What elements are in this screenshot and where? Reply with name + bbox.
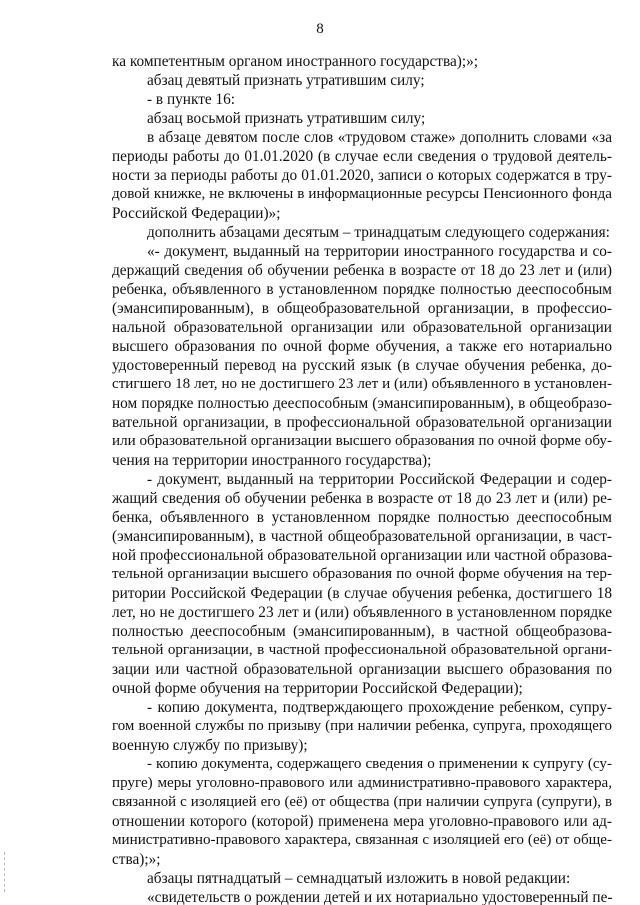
text-line: (эмансипированным), в частной общеобразовательной организации, в част- xyxy=(112,528,612,545)
text-line: чения на территории иностранного государства); xyxy=(112,452,432,469)
text-line: вательной организации, в профессиональной образовательной организации xyxy=(112,414,612,431)
text-line: ребенка, объявленного в установленном порядке полностью дееспособным xyxy=(112,281,612,298)
text-line: стигшего 18 лет, но не достигшего 23 лет и (или) объявленного в установлен- xyxy=(112,376,612,392)
text-line: в абзаце девятом после слов «трудовом стаже» дополнить словами «за xyxy=(147,129,612,146)
text-line: лет, но не достигшего 23 лет и (или) объявленного в установленном порядке xyxy=(112,604,612,621)
text-line: дополнить абзацами десятым – тринадцатым следующего содержания: xyxy=(147,224,610,241)
page-number: 8 xyxy=(316,21,324,37)
text-line: зации или частной образовательной организации высшего образования по xyxy=(112,661,612,678)
text-line: тельной организации, в частной профессиональной образовательной органи- xyxy=(112,642,612,658)
text-line: - копию документа, содержащего сведения о применении к супругу (су- xyxy=(147,756,612,772)
text-line: или образовательной организации высшего образования по очной форме обу- xyxy=(112,433,612,449)
text-line: связанной с изоляцией его (её) от общества (при наличии супруга (супруги), в xyxy=(112,794,612,810)
text-line: ности за периоды работы до 01.01.2020, записи о которых содержатся в тру- xyxy=(112,167,612,184)
text-line: жащий сведения об обучении ребенка в возрасте от 18 до 23 лет и (или) ре- xyxy=(112,490,612,507)
scan-margin-mark xyxy=(4,852,7,892)
text-line: «свидетельств о рождении детей и их нотариально удостоверенный пе- xyxy=(147,889,613,905)
text-line: военную службу по призыву); xyxy=(112,737,308,754)
text-line: пруге) меры уголовно-правового или административно-правового характера, xyxy=(112,775,612,791)
text-line: высшего образования по очной форме обучения, а также его нотариально xyxy=(112,338,612,355)
text-line: - копию документа, подтверждающего прохождение ребенком, супру- xyxy=(147,699,612,716)
text-line: (эмансипированным), в общеобразовательной организации, в профессио- xyxy=(112,300,612,317)
text-line: абзац восьмой признать утратившим силу; xyxy=(147,110,426,127)
text-line: Российской Федерации)»; xyxy=(112,205,281,222)
text-line: ка компетентным органом иностранного государства);»; xyxy=(112,53,479,70)
text-line: тельной организации высшего образования по очной форме обучения на тер- xyxy=(112,566,612,582)
text-line: полностью дееспособным (эмансипированным), в частной общеобразова- xyxy=(112,623,612,640)
text-line: ном порядке полностью дееспособным (эмансипированным), в общеобразо- xyxy=(112,395,612,412)
text-line: «- документ, выданный на территории иностранного государства и со- xyxy=(147,243,612,260)
text-line: - в пункте 16: xyxy=(147,91,236,108)
text-line: министративно-правового характера, связанная с изоляцией его (её) от обще- xyxy=(112,832,612,848)
text-line: очной форме обучения на территории Российской Федерации); xyxy=(112,680,523,697)
text-line: абзацы пятнадцатый – семнадцатый изложить в новой редакции: xyxy=(147,870,571,887)
text-line: периоды работы до 01.01.2020 (в случае если сведения о трудовой деятель- xyxy=(112,148,612,165)
text-line: держащий сведения об обучении ребенка в возрасте от 18 до 23 лет и (или) xyxy=(112,262,612,279)
text-line: - документ, выданный на территории Российской Федерации и содер- xyxy=(147,471,612,488)
text-line: абзац девятый признать утратившим силу; xyxy=(147,72,425,89)
text-line: бенка, объявленного в установленном порядке полностью дееспособным xyxy=(112,509,612,526)
text-line: удостоверенный перевод на русский язык (в случае обучения ребенка, до- xyxy=(112,357,612,374)
text-line: отношении которого (которой) применена мера уголовно-правового или ад- xyxy=(112,813,612,830)
text-line: ной профессиональной образовательной организации или частной образова- xyxy=(112,547,613,564)
text-line: нальной образовательной организации или образовательной организации xyxy=(112,319,612,336)
text-line: довой книжке, не включены в информационные ресурсы Пенсионного фонда xyxy=(112,186,612,202)
text-line: ства);»; xyxy=(112,851,161,868)
text-line: ритории Российской Федерации (в случае обучения ребенка, достигшего 18 xyxy=(112,585,612,602)
text-line: гом военной службы по призыву (при наличии ребенка, супруга, проходящего xyxy=(112,718,612,734)
